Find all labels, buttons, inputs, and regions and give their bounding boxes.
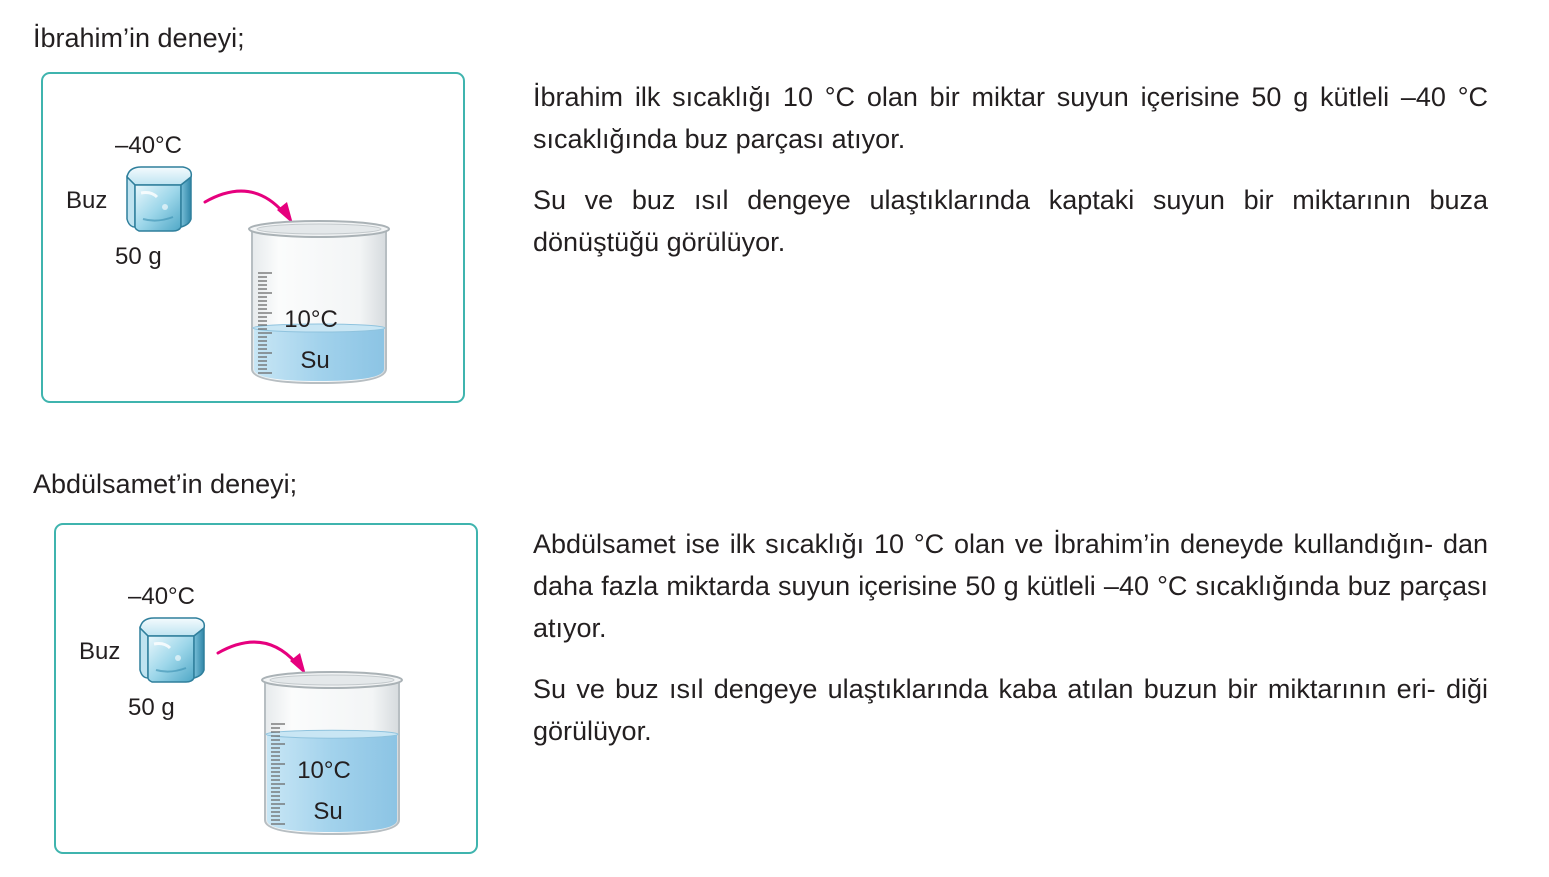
ice-temperature-label: –40°C (128, 583, 195, 610)
water-label: Su (313, 798, 343, 825)
ice-mass-label: 50 g (115, 243, 162, 270)
experiment2-paragraph-2: Su ve buz ısıl dengeye ulaştıklarında kaba atılan buzun bir miktarının eri- diği görülüyor. (533, 674, 1488, 746)
ice-label: Buz (79, 638, 121, 665)
experiment2-paragraph-1: Abdülsamet ise ilk sıcaklığı 10 °C olan ve İbrahim’in deneyde kullandığın- dan daha fazla miktarda suyun içerisine 50 g kütleli –40 °C sıcaklığında buz parçası atıyor. (533, 529, 1488, 643)
water-temperature-label: 10°C (284, 306, 338, 333)
experiment1-paragraph-1: İbrahim ilk sıcaklığı 10 °C olan bir miktar suyun içerisine 50 g kütleli –40 °C sıcaklığında buz parçası atıyor. (533, 82, 1488, 154)
ice-temperature-label: –40°C (115, 132, 182, 159)
experiment2-heading: Abdülsamet’in deneyi; (33, 469, 298, 499)
ice-cube-icon (134, 614, 208, 684)
experiment1-figure (41, 72, 465, 403)
water-label: Su (300, 347, 330, 374)
experiment2-figure (54, 523, 478, 854)
ice-mass-label: 50 g (128, 694, 175, 721)
ice-label: Buz (66, 187, 108, 214)
experiment1-paragraph-2: Su ve buz ısıl dengeye ulaştıklarında kaptaki suyun bir miktarının buza dönüştüğü görülüyor. (533, 185, 1488, 257)
experiment1-heading: İbrahim’in deneyi; (33, 23, 245, 53)
water-temperature-label: 10°C (297, 757, 351, 784)
ice-cube-icon (121, 163, 195, 233)
